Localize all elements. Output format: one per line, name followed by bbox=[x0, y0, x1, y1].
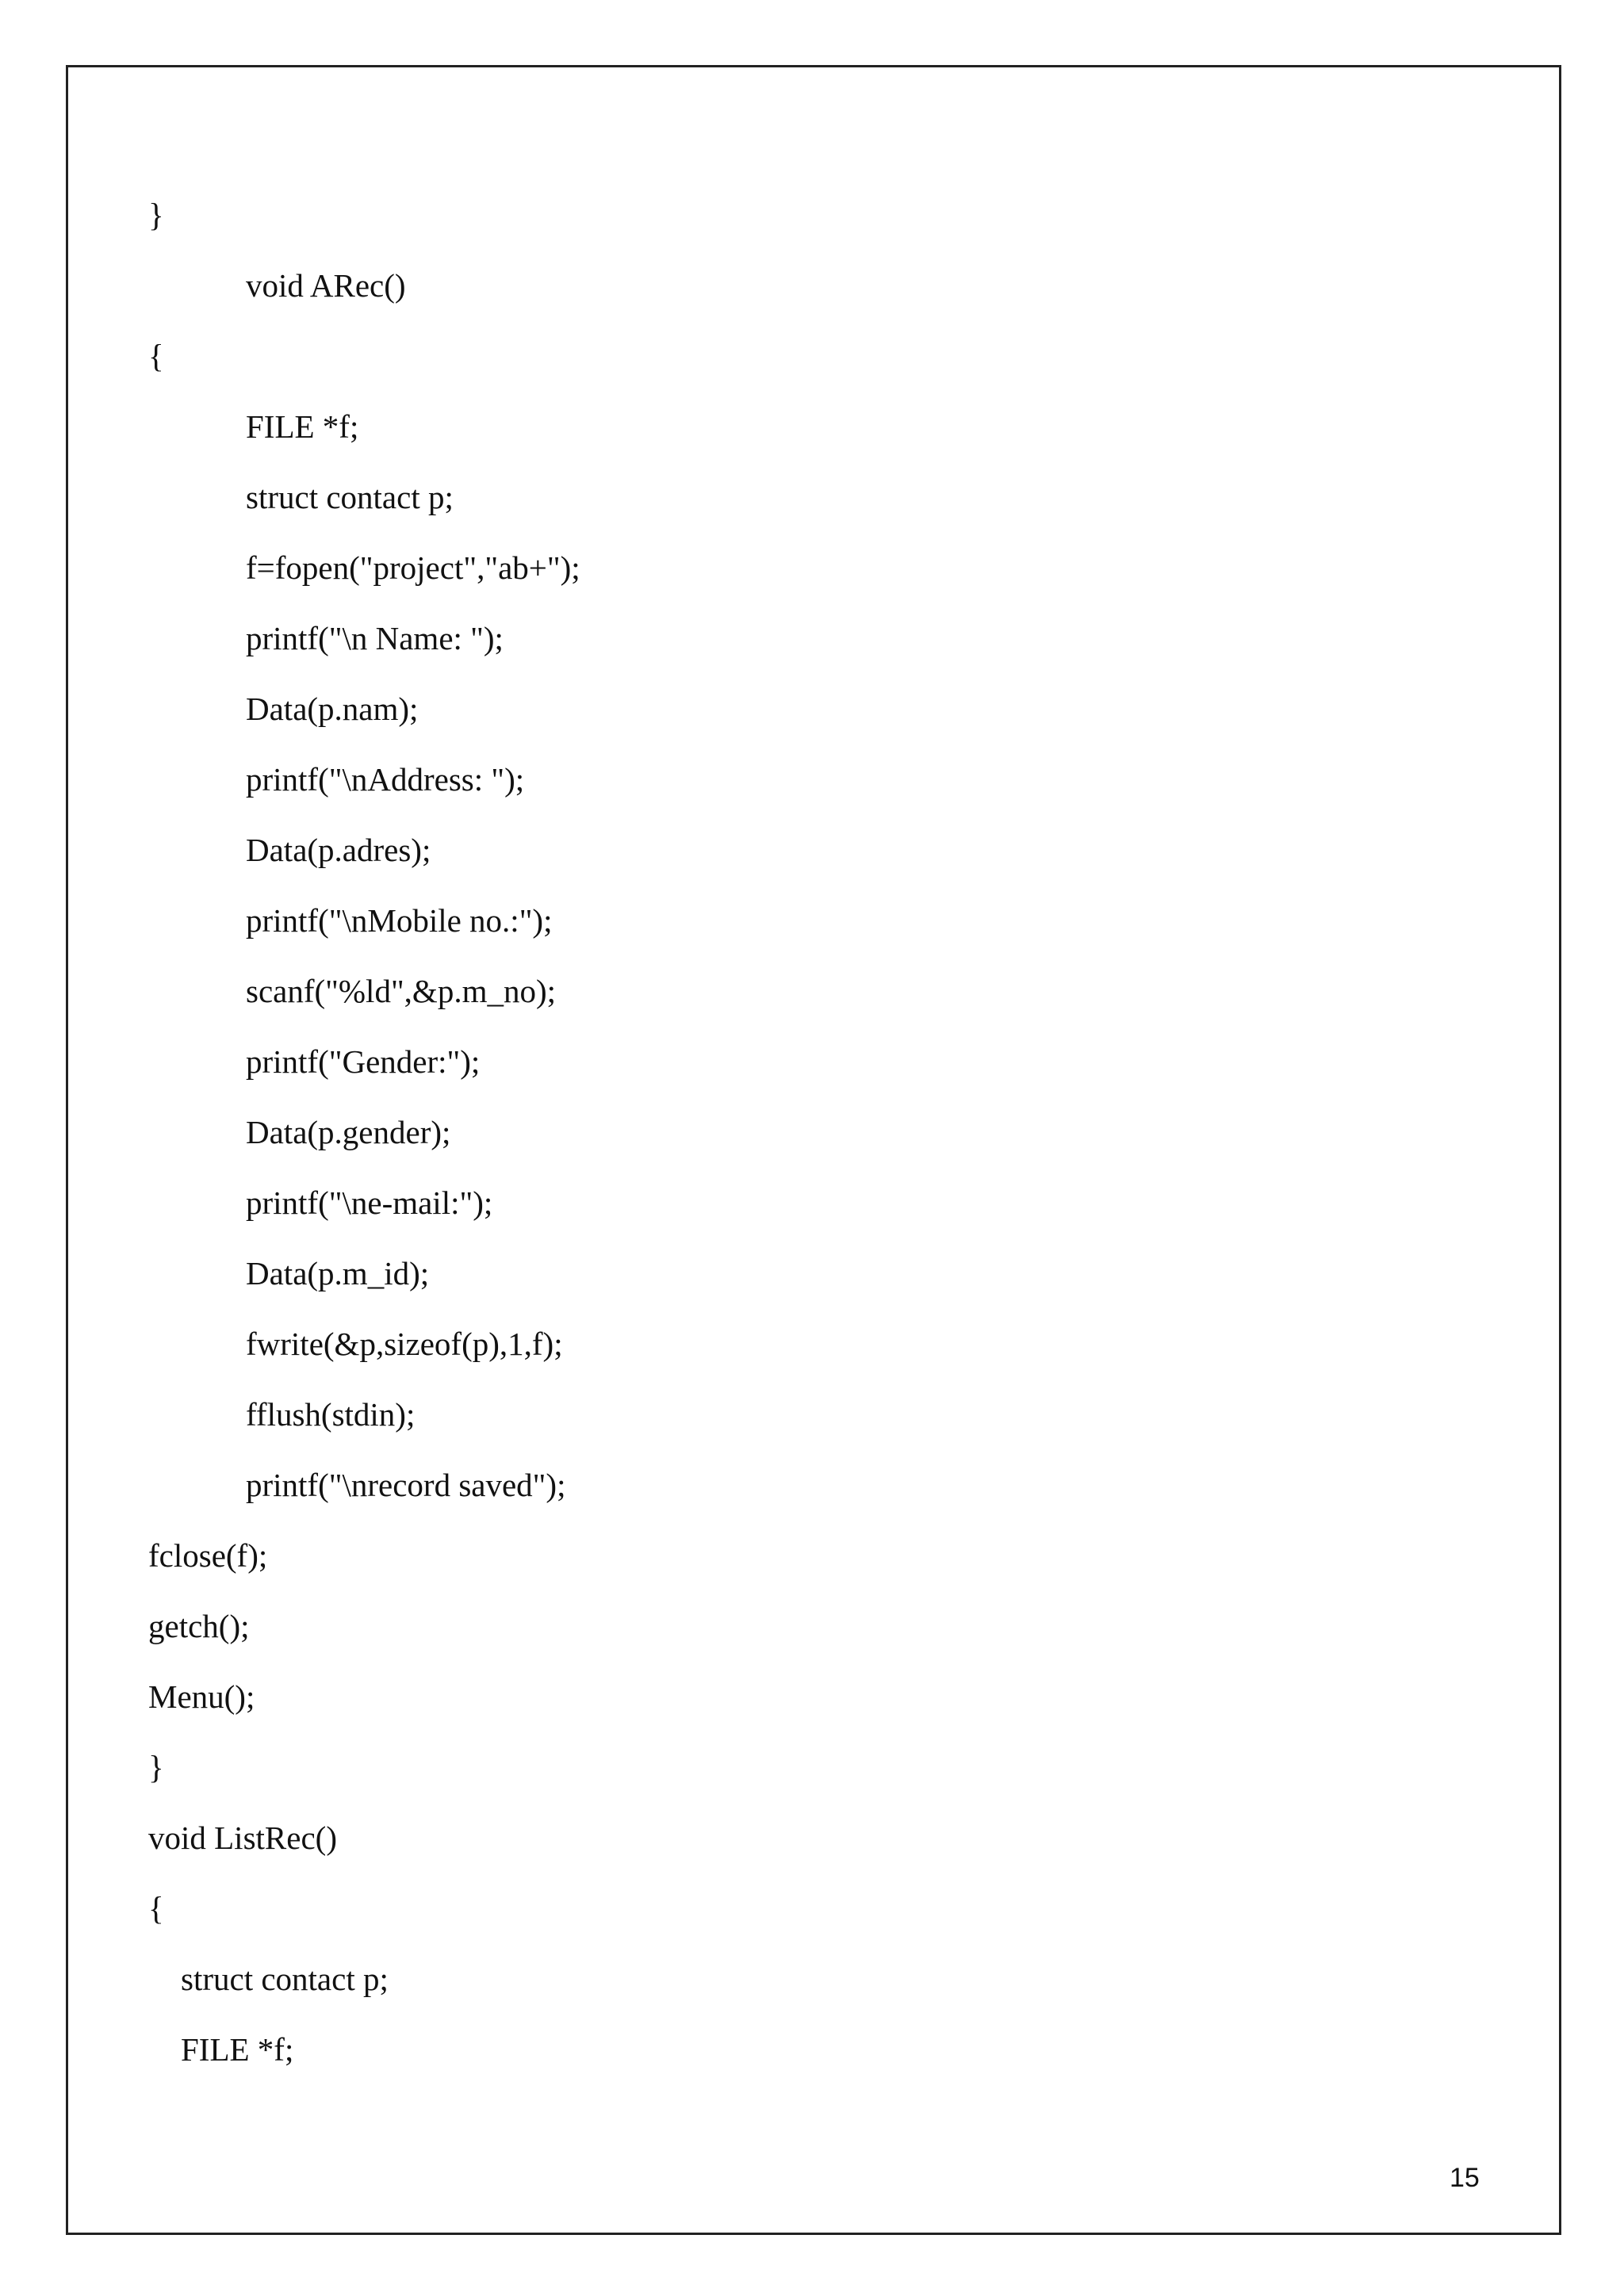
code-line: FILE *f; bbox=[246, 408, 359, 445]
code-line: void ARec() bbox=[246, 267, 406, 304]
code-line: Data(p.nam); bbox=[246, 691, 419, 727]
code-line: printf("Gender:"); bbox=[246, 1043, 481, 1080]
code-line: scanf("%ld",&p.m_no); bbox=[246, 973, 557, 1009]
code-line: printf("\nAddress: "); bbox=[246, 761, 525, 798]
code-line: { bbox=[148, 338, 164, 374]
code-line: } bbox=[148, 1749, 164, 1785]
page-number: 15 bbox=[1450, 2163, 1480, 2193]
code-line: struct contact p; bbox=[181, 1961, 389, 1997]
code-line: printf("\nrecord saved"); bbox=[246, 1467, 566, 1503]
code-line: struct contact p; bbox=[246, 479, 454, 515]
code-line: f=fopen("project","ab+"); bbox=[246, 549, 580, 586]
code-line: Data(p.adres); bbox=[246, 832, 431, 868]
code-line: printf("\ne-mail:"); bbox=[246, 1184, 493, 1221]
code-line: fclose(f); bbox=[148, 1537, 268, 1574]
code-line: getch(); bbox=[148, 1608, 250, 1644]
code-line: printf("\n Name: "); bbox=[246, 620, 504, 656]
code-line: Menu(); bbox=[148, 1678, 255, 1715]
code-line: Data(p.gender); bbox=[246, 1114, 451, 1150]
code-line: fflush(stdin); bbox=[246, 1396, 416, 1433]
code-line: printf("\nMobile no.:"); bbox=[246, 902, 553, 939]
code-line: void ListRec() bbox=[148, 1820, 337, 1856]
code-line: } bbox=[148, 197, 164, 233]
code-line: Data(p.m_id); bbox=[246, 1255, 430, 1292]
code-line: { bbox=[148, 1890, 164, 1927]
code-line: fwrite(&p,sizeof(p),1,f); bbox=[246, 1326, 563, 1362]
code-line: FILE *f; bbox=[181, 2031, 294, 2068]
